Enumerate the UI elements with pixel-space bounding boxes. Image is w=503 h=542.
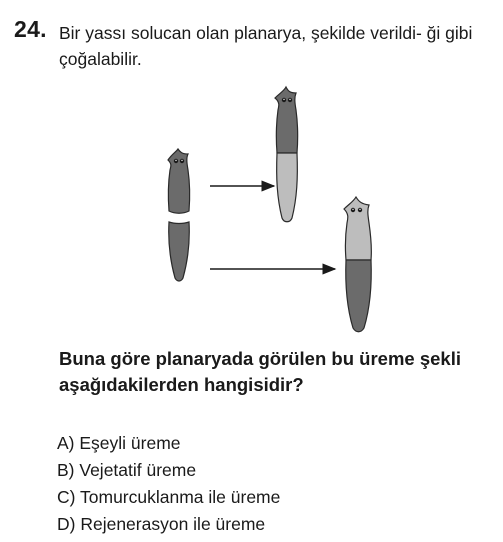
planaria-figure — [150, 80, 400, 340]
planaria-original-head-piece — [168, 149, 190, 213]
option-c[interactable]: C) Tomurcuklanma ile üreme — [57, 487, 281, 507]
question-text: Bir yassı solucan olan planarya, şekilde verildi- ği gibi çoğalabilir. — [59, 23, 473, 69]
planaria-regenerated-from-tail — [344, 197, 371, 332]
option-b[interactable]: B) Vejetatif üreme — [57, 460, 197, 480]
question-number: 24. — [14, 16, 47, 42]
option-d[interactable]: D) Rejenerasyon ile üreme — [57, 514, 266, 534]
planaria-regenerated-from-head — [275, 87, 298, 222]
answer-options — [57, 430, 280, 538]
planaria-original-tail-piece — [169, 222, 190, 281]
question-prompt: Buna göre planaryada görülen bu üreme şekli aşağıdakilerden hangisidir? — [59, 348, 461, 395]
option-a[interactable]: A) Eşeyli üreme — [57, 433, 181, 453]
